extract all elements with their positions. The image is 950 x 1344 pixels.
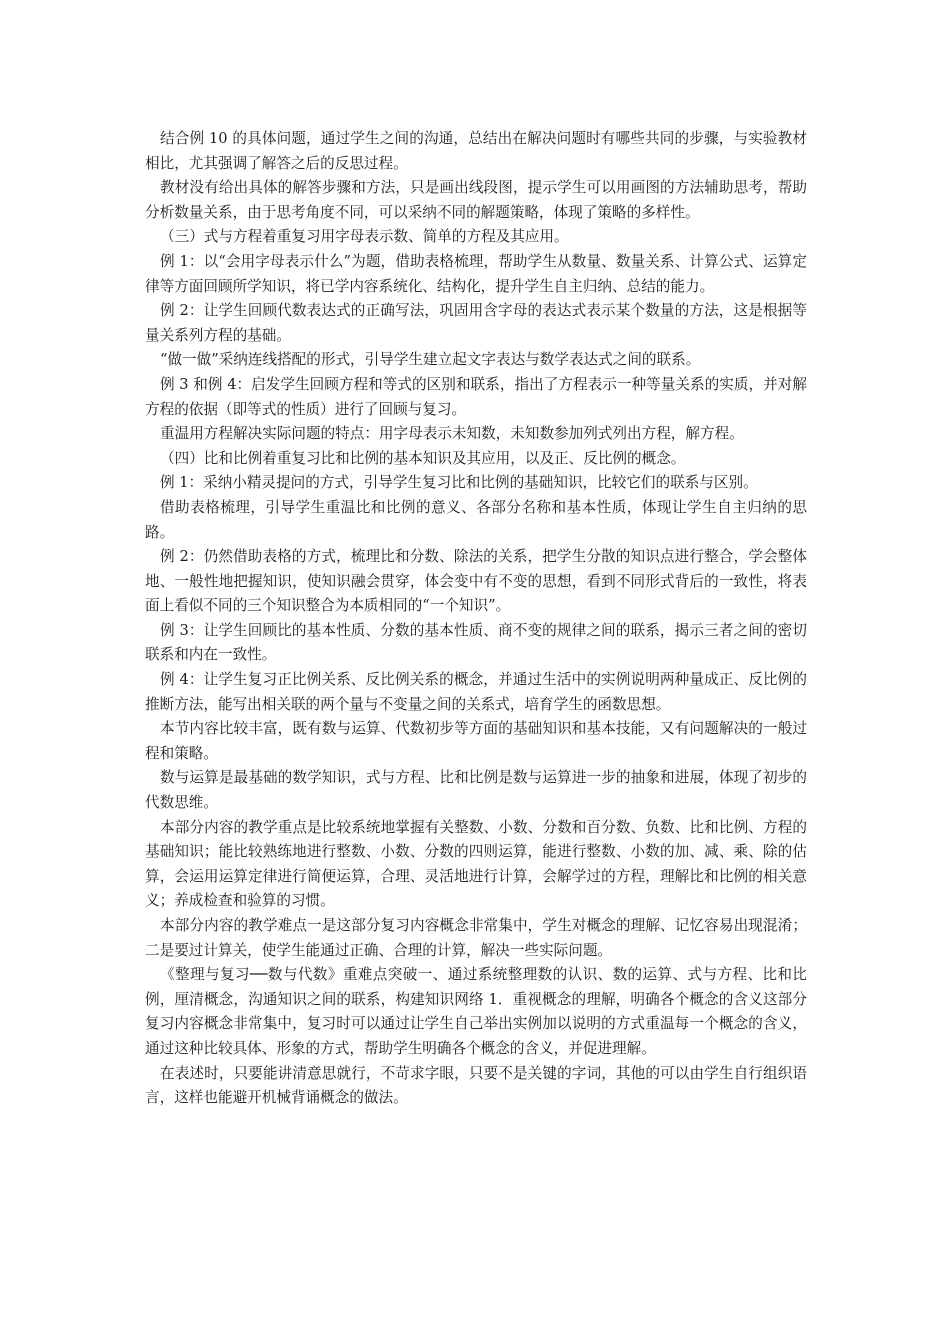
paragraph-4: 例 1：以“会用字母表示什么”为题，借助表格梳理，帮助学生从数量、数量关系、计算公式、运算定律等方面回顾所学知识，将已学内容系统化、结构化，提升学生自主归纳、总结的能力。 [145,252,807,295]
paragraph-11: 借助表格梳理，引导学生重温比和比例的意义、各部分名称和基本性质，体现让学生自主归纳的思路。 [145,498,807,541]
paragraph-15: 本节内容比较丰富，既有数与运算、代数初步等方面的基础知识和基本技能，又有问题解决的一般过程和策略。 [145,720,807,762]
paragraph-20: 在表述时，只要能讲清意思就行，不苛求字眼，只要不是关键的字词，其他的可以由学生自行组织语言，这样也能避开机械背诵概念的做法。 [145,1064,807,1107]
paragraph-1: 结合例 10 的具体问题，通过学生之间的沟通，总结出在解决问题时有哪些共同的步骤，与实验教材相比，尤其强调了解答之后的反思过程。 [145,130,807,172]
paragraph-3: （三）式与方程着重复习用字母表示数、简单的方程及其应用。 [160,228,569,246]
paragraph-14: 例 4：让学生复习正比例关系、反比例关系的概念，并通过生活中的实例说明两种量成正、反比例的推断方法，能写出相关联的两个量与不变量之间的关系式，培育学生的函数思想。 [145,671,807,713]
paragraph-8: 重温用方程解决实际问题的特点：用字母表示未知数，未知数参加列式列出方程，解方程。 [160,425,744,443]
paragraph-18: 本部分内容的教学难点一是这部分复习内容概念非常集中，学生对概念的理解、记忆容易出现混淆；二是要过计算关，使学生能通过正确、合理的计算，解决一些实际问题。 [145,917,807,959]
paragraph-10: 例 1：采纳小精灵提问的方式，引导学生复习比和比例的基础知识，比较它们的联系与区别。 [160,474,758,492]
paragraph-2: 教材没有给出具体的解答步骤和方法，只是画出线段图，提示学生可以用画图的方法辅助思考，帮助分析数量关系，由于思考角度不同，可以采纳不同的解题策略，体现了策略的多样性。 [145,179,807,221]
paragraph-9: （四）比和比例着重复习比和比例的基本知识及其应用，以及正、反比例的概念。 [160,449,686,467]
paragraph-13: 例 3：让学生回顾比的基本性质、分数的基本性质、商不变的规律之间的联系，揭示三者之间的密切联系和内在一致性。 [145,621,807,664]
paragraph-17: 本部分内容的教学重点是比较系统地掌握有关整数、小数、分数和百分数、负数、比和比例、方程的基础知识；能比较熟练地进行整数、小数、分数的四则运算，能进行整数、小数的加、减、乘、除的估算，会运用运算定律进行简便运算，合理、灵活地进行计算，会解学过的方程，理解比和比例的相关意义；养成检查和验算的习惯。 [145,818,807,910]
paragraph-7: 例 3 和例 4：启发学生回顾方程和等式的区别和联系，指出了方程表示一种等量关系的实质，并对解方程的依据（即等式的性质）进行了回顾与复习。 [145,375,807,418]
paragraph-12: 例 2：仍然借助表格的方式，梳理比和分数、除法的关系，把学生分散的知识点进行整合，学会整体地、一般性地把握知识，使知识融会贯穿，体会变中有不变的思想，看到不同形式背后的一致性，将表面上看似不同的三个知识整合为本质相同的“一个知识”。 [145,548,807,615]
document-page [145,127,807,1111]
paragraph-19: 《整理与复习──数与代数》重难点突破一、通过系统整理数的认识、数的运算、式与方程、比和比例，厘清概念，沟通知识之间的联系，构建知识网络 1．重视概念的理解，明确各个概念的含义这部分复习内容概念非常集中，复习时可以通过让学生自己举出实例加以说明的方式重温每一个概念的含义，通过这种比较具体、形象的方式，帮助学生明确各个概念的含义，并促进理解。 [145,966,807,1057]
paragraph-16: 数与运算是最基础的数学知识，式与方程、比和比例是数与运算进一步的抽象和进展，体现了初步的代数思维。 [145,769,807,812]
paragraph-6: “做一做”采纳连线搭配的形式，引导学生建立起文字表达与数学表达式之间的联系。 [160,351,701,369]
paragraph-5: 例 2：让学生回顾代数表达式的正确写法，巩固用含字母的表达式表示某个数量的方法，这是根据等量关系列方程的基础。 [145,302,807,344]
